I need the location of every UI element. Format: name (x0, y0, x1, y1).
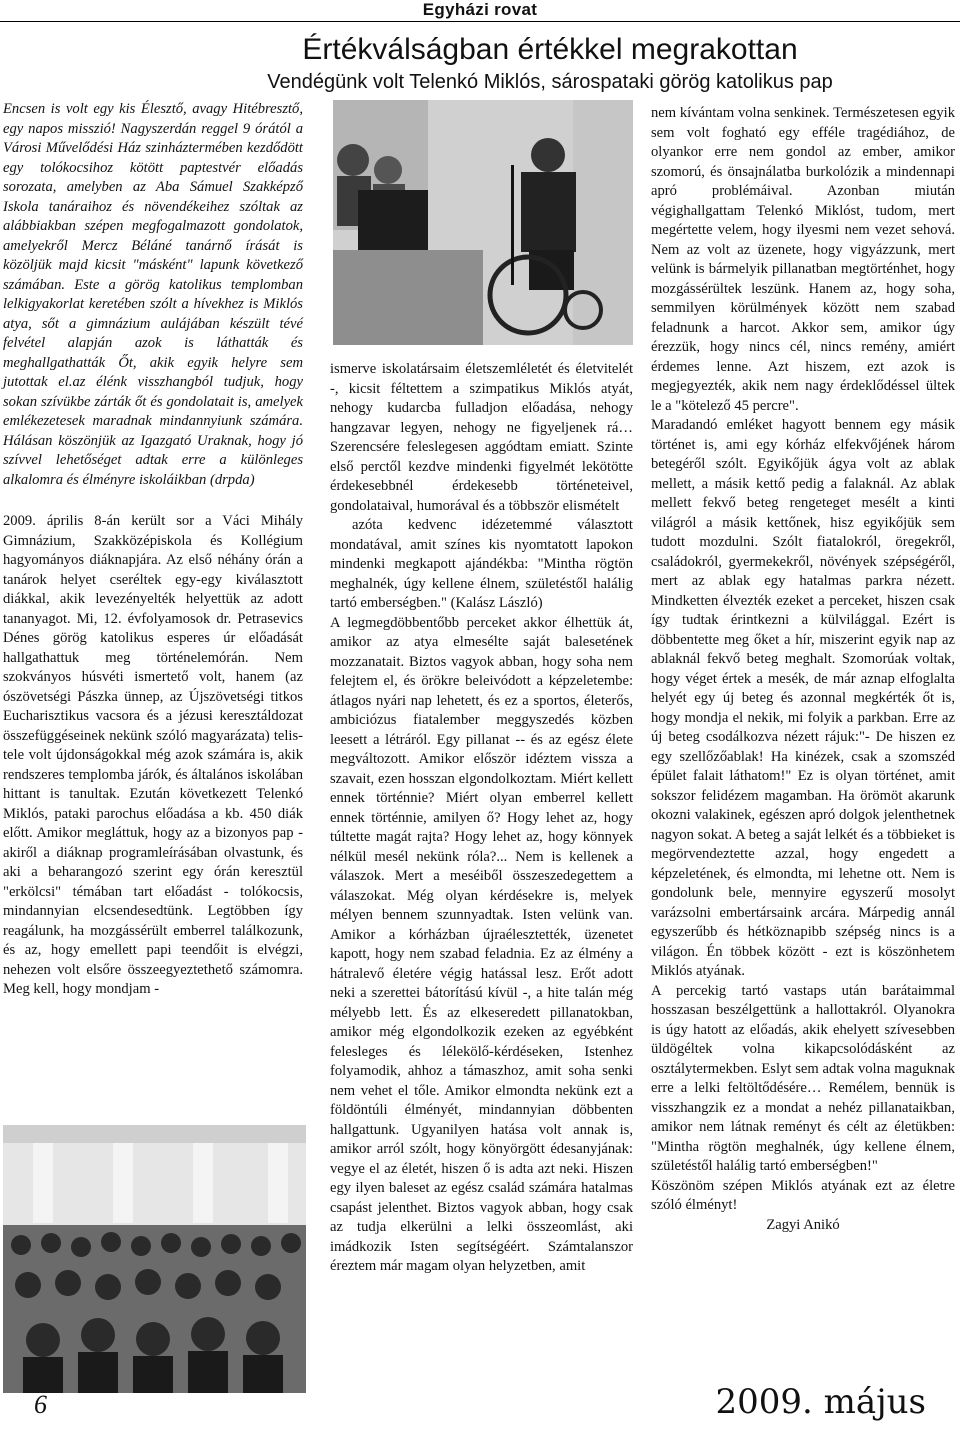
column-2 (330, 360, 633, 1277)
column-3-paragraph: nem kívántam volna senkinek. Természetesen egyik sem volt fogható egy efféle tragédiához, de olyankor erre nem gondol az ember, amikor szomorú, és önsajnálatba burkolózik a mindennapi apró problémáival. Azonban miután végighallgattam Telenkó Miklóst, tudom, mert megértette velem, hogy ilyesmi nem vezet sehová. Nem az volt az üzenete, hogy vigyázzunk, mert velünk is bármelyik pillanatban megtörténhet, hogy mozgássérültek leszünk. Hanem az, hogy soha, semmilyen körülmények között nem szabad feladnunk a harcot. Akkor sem, amikor úgy érezzük, hogy nincs cél, nincs remény, amiért érdemes lenne. Azt hiszem, ezt azok is megjegyezték, akik nem nagy érdeklődéssel ültek le a "kötelező 45 percre". (651, 105, 955, 414)
intro-paragraph: Encsen is volt egy kis Élesztő, avagy Hitébresztő, egy napos misszió! Nagyszerdán reggel 9 órától a Városi Művelődési Ház szinháztermében kezdődött egy tolókocsihoz kötött paptestvér előadás sorozata, amelyben az Aba Sámuel Szakképző Iskola tanáraihoz és növendékeihez szóltak az alábbiakban szépen megfogalmazott gondolatok, amelyekről Mercz Béláné tanárnő írását is közöljük majd kicsit "másként" lapunk következő számában. Este a görög katolikus templomban lelkigyakorlat keretében szólt a hívekhez is Miklós atya, sőt a gimnázium aulájában készült tévé felvétel alapján azok is láthatták és meghallgathatták Őt, akik egyik helyre sem jutottak el.az élénk visszhangból tudjuk, hogy sokan szívükbe zárták őt és gondolatait is, amelyek emlékezetesek maradnak mindannyiunk számára. Hálásan köszönjük az Igazgató Uraknak, hogy jó szívvel lehetőséget adtak erre a különleges alkalomra és élményre iskoláikban (drpda) (3, 101, 303, 488)
column-2-paragraph: azóta kedvenc idézetemmé választott mondatával, amit színes kis nyomtatott lapokon mindenki megkapott ajándékba: "Mintha rögtön meghalnék, úgy kellene élnem, születéstől halálig tartó emberségben." (Kalász László) (330, 517, 633, 611)
speaker-photo (333, 100, 633, 345)
column-2-paragraph: ismerve iskolatársaim életszemléletét és életvitelét -, kicsit féltettem a szimpatikus Miklós atyát, nehogy kudarcba fulladjon előadása, nehogy hangzavar legyen, nehogy ne figyeljenek rá… Szerencsére feleslegesen aggódtam emiatt. Szinte első perctől kezdve mindenki figyelmét lekötötte érdekesebbnél érdekesebb történeteivel, gondolataival, humorával és a többször elismételt (330, 361, 633, 514)
column-3-paragraph: Köszönöm szépen Miklós atyának ezt az életre szóló élményt! (651, 1177, 955, 1213)
article-title: Értékválságban értékkel megrakottan (302, 33, 798, 66)
audience-photo (3, 1125, 306, 1393)
column-3-paragraph: Maradandó emléket hagyott bennem egy másik történet is, ami egy kórház elfekvőjének három betegéről szólt. Egyikőjük ágya volt az ablak mellett, a másik kettő pedig a falaknál. Az ablak mellett fekvő beteg rengeteget mesélt a kinti világról a másik kettőnek, hisz egyikőjük sem tudott mozdulni. Szólt fiatalokról, öregekről, családokról, gyermekekről, növények szépségéről, mert az ablak egy hatalmas parkra nézett. Mindketten élvezték ezeket a perceket, hiszen csak így tudtak érintkezni a külvilággal. Ezért is döbbentette meg őket a hír, miszerint egyik nap az ablaknál fekvő beteg meghalt. Szomorúak voltak, hogy véget értek a mesék, de már aznap elfoglalta helyét egy új beteg és azonnal megkérték őt is, hogy mondja el nekik, mi folyik a parkban. Erre az új beteg csodálkozva nézett rájuk:"- De hiszen ez egy szellőzőablak! Ha kinézek, csak a szomszéd épület falait láthatom!" Ez is olyan történet, amit sokszor felidézem magamban. Ha örömöt akarunk okozni valakinek, egészen apró dolgok jelenthetnek nagyon sokat. A beteg a saját lelkét és a többieket is megörvendeztette azzal, hogy engedett a képzeletének, és elmondta, mi lehetne ott. Nem is gondolunk bele, mennyire egyszerű mosolyt varázsolni embertársaink arcára. Márpedig annál egyszerűbb és hétköznapibb szépség nincs is a világon. Én többek között - ezt is köszönhetem Miklós atyának. (651, 417, 955, 979)
article-subtitle: Vendégünk volt Telenkó Miklós, sárospataki görög katolikus pap (267, 71, 833, 93)
header-rule (0, 21, 960, 22)
column-3 (651, 104, 955, 1235)
author-signature: Zagyi Anikó (766, 1216, 840, 1233)
section-label: Egyházi rovat (422, 0, 538, 19)
audience-photo-illustration (3, 1125, 306, 1393)
page-number: 6 (34, 1390, 47, 1419)
column-1 (3, 100, 303, 1000)
issue-date: 2009. május (715, 1382, 926, 1422)
section-header (0, 0, 960, 22)
speaker-photo-illustration (333, 100, 633, 345)
body-paragraph: 2009. április 8-án került sor a Váci Mihály Gimnázium, Szakközépiskola és Kollégium hagyományos diáknapjára. Az első néhány órán a tanárok helyet cseréltek egy-egy kiválasztott diákkal, akik levezényelték helyettük az adott tananyagot. Mi, 12. évfolyamosok dr. Petrasevics Dénes görög katolikus esperes úr előadását hallgathattuk meg történelemórán. Nem szokványos húsvéti ismertető volt, hanem (az ószövetségi Pászka ünnep, az Újszövetségi titkos Eucharisztikus vacsora és a jézusi keresztáldozat összefüggéseinek nekünk szóló magyarázata) telis-tele volt újdonságokkal még azok számára is, akik rendszeres templomba járók, és általános iskolában hittant is tanultak. Ezután következett Telenkó Miklós, pataki parochus előadása a kb. 450 diák előtt. Amikor megláttuk, hogy az a bizonyos pap - akiről a diáknap programleírásában olvastunk, és aki a beharangozó szerint egy órán keresztül "erkölcsi" témában tart előadást - tolókocsis, mindannyian elcsendesedtünk. Legtöbben így reagálunk, ha mozgássérült emberrel találkozunk, és az, hogy emellett papi teendőit is elvégzi, nehezen volt elsőre összeegyeztethető számomra. Meg kell, hogy mondjam - (3, 513, 303, 997)
column-3-paragraph: A percekig tartó vastaps után barátaimmal hosszasan beszélgettünk a hallottakról. Olyanokra is úgy hatott az előadás, akik ehelyett szívesebben üldögéltek volna kikapcsolódásként az osztálytermekben. Eslyt sem adtak volna maguknak erre a lelki feltöltődésére… Remélem, bennük is visszhangzik ez a mondat a nehéz pillanataikban, amikor nem látnak reményt és célt az életükben: "Mintha rögtön meghalnék, úgy kellene élnem, születéstől halálig tartó emberségben!" (651, 982, 955, 1174)
column-2-paragraph: A legmegdöbbentőbb perceket akkor élhettük át, amikor az atya elmesélte saját balesetének mozzanatait. Biztos vagyok abban, hogy soha nem felejtem el, és örökre beleivódott a képzeletembe: átlagos nyári nap lehetett, és ez a sportos, életerős, ambiciózus fiatalember meggyszedés közben leesett a létráról. Egy pillanat -- és az egész élete megváltozott. Amikor először idéztem vissza a szavait, ezen hosszan elgondolkoztam. Miért kellett ennek történnie? Miért olyan emberrel kellett ennek történnie, amilyen ő? Hogy lehet az, hogy túltette magát rajta? Hogy lehet az, hogy könnyek nélkül mesél nekünk róla?... Nem is kellenek a válaszok. Mert a meséiből összeszedegettem a válaszokat. Még olyan kérdésekre is, melyek mélyen bennem szunnyadtak. Isten velünk van. Amikor a kórházban újraélesztették, üzenetet kapott, hogy nem szabad feladnia. Ez az élmény a hátralevő életére végig hatással lesz. Erőt adott neki a szerettei bátorítású kívül -, a hite talán még mélyebb lett. És az elkeseredett pillanatokban, amikor még elgondolkozik ezeken az egyébként felesleges és lélekölő-kérdéseken, Istenhez folyamodik, ahhoz a támaszhoz, amit soha senki nem vehet el tőle. Amikor elmondta nekünk ezt a földöntúli élményét, mindannyian döbbenten hallgattunk. Ugyanilyen hatása volt annak is, amikor arról szólt, hogy könyörgött édesanyjának: vegye el az életét, hiszen ő is adta azt neki. Hiszen egy ilyen baleset az egész család számára hatalmas csapást jelenthet. Biztos vagyok abban, hogy csak az tudja elkerülni a lelki összeomlást, aki imádkozik Isten segítségéért. Számtalanszor éreztem már magam olyan helyzetben, amit (330, 614, 633, 1274)
